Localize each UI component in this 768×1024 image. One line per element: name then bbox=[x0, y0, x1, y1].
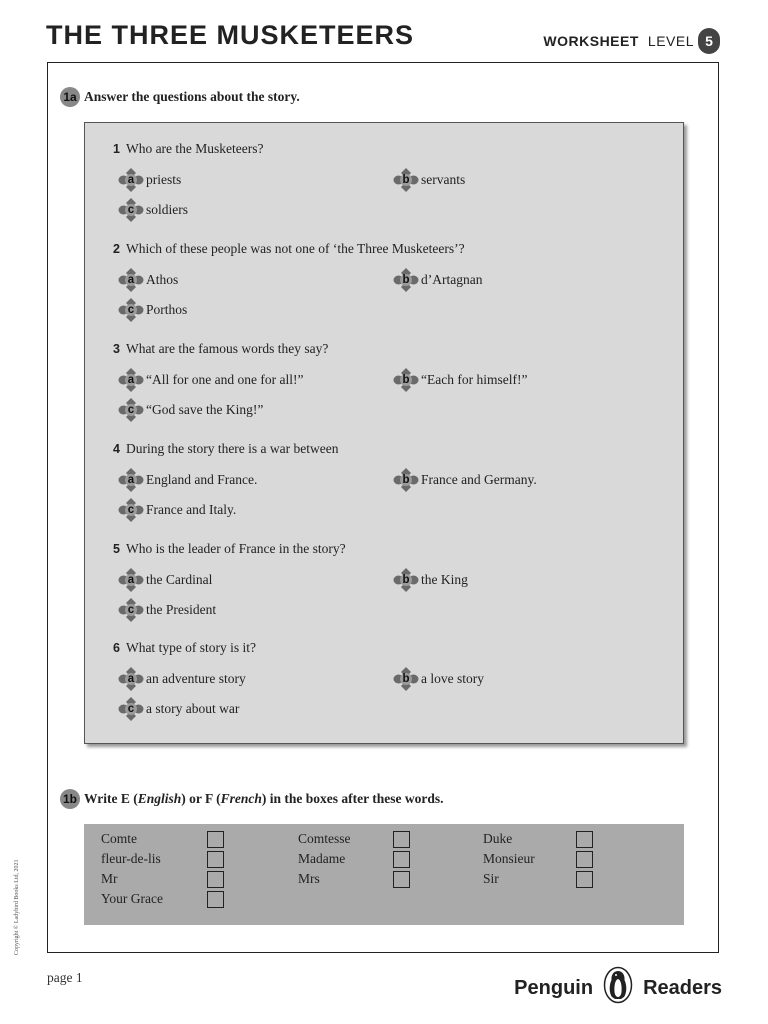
option-letter: c bbox=[127, 604, 135, 616]
option-letter: b bbox=[402, 174, 410, 186]
fleur-de-lis-icon bbox=[393, 167, 419, 193]
answer-box[interactable] bbox=[393, 871, 410, 888]
option-a[interactable] bbox=[118, 666, 246, 692]
fleur-de-lis-icon bbox=[118, 167, 144, 193]
question-number: 3 bbox=[113, 342, 120, 356]
worksheet-title: THE THREE MUSKETEERS bbox=[46, 20, 415, 50]
option-text: the Cardinal bbox=[146, 572, 213, 587]
option-letter: a bbox=[127, 274, 135, 286]
option-letter: c bbox=[127, 304, 135, 316]
answer-box[interactable] bbox=[576, 851, 593, 868]
word-label: Comtesse bbox=[298, 831, 351, 846]
publisher-logo bbox=[514, 966, 722, 1010]
option-c[interactable] bbox=[118, 297, 187, 323]
option-letter: b bbox=[402, 474, 410, 486]
option-text: the King bbox=[421, 572, 468, 587]
option-b[interactable] bbox=[393, 167, 465, 193]
fleur-de-lis-icon bbox=[393, 367, 419, 393]
option-b[interactable] bbox=[393, 666, 484, 692]
copyright-note: Copyright © Ladybird Books Ltd, 2021 bbox=[14, 859, 20, 955]
option-letter: c bbox=[127, 404, 135, 416]
fleur-de-lis-icon bbox=[118, 367, 144, 393]
option-letter: c bbox=[127, 204, 135, 216]
word-label: Sir bbox=[483, 871, 499, 886]
option-text: France and Italy. bbox=[146, 502, 237, 517]
fleur-de-lis-icon bbox=[118, 666, 144, 692]
option-text: a love story bbox=[421, 671, 484, 686]
page-number: page 1 bbox=[47, 970, 83, 985]
option-letter: a bbox=[127, 574, 135, 586]
option-text: “Each for himself!” bbox=[421, 372, 528, 387]
answer-box[interactable] bbox=[207, 851, 224, 868]
option-text: an adventure story bbox=[146, 671, 246, 686]
option-a[interactable] bbox=[118, 567, 212, 593]
answer-box[interactable] bbox=[207, 871, 224, 888]
answer-box[interactable] bbox=[393, 831, 410, 848]
fleur-de-lis-icon bbox=[118, 197, 144, 223]
task-number-badge: 1a bbox=[60, 87, 80, 107]
option-a[interactable] bbox=[118, 367, 303, 393]
task-instruction: Answer the questions about the story. bbox=[84, 89, 300, 104]
option-text: France and Germany. bbox=[421, 472, 537, 487]
option-text: priests bbox=[146, 172, 182, 187]
option-text: England and France. bbox=[146, 472, 258, 487]
question-5 bbox=[113, 541, 346, 557]
question-1 bbox=[113, 141, 264, 157]
option-letter: c bbox=[127, 504, 135, 516]
word-panel bbox=[84, 824, 684, 925]
question-text: Who are the Musketeers? bbox=[125, 141, 264, 156]
question-number: 6 bbox=[113, 641, 120, 655]
option-b[interactable] bbox=[393, 267, 482, 293]
level-indicator bbox=[543, 28, 720, 54]
question-text: During the story there is a war between bbox=[125, 441, 339, 456]
option-a[interactable] bbox=[118, 267, 178, 293]
question-4 bbox=[113, 441, 339, 457]
option-letter: a bbox=[127, 174, 135, 186]
answer-box[interactable] bbox=[207, 831, 224, 848]
fleur-de-lis-icon bbox=[393, 467, 419, 493]
fleur-de-lis-icon bbox=[393, 567, 419, 593]
question-number: 1 bbox=[113, 142, 120, 156]
option-text: d’Artagnan bbox=[421, 272, 483, 287]
question-text: Who is the leader of France in the story? bbox=[125, 541, 346, 556]
task-1b-heading bbox=[60, 789, 444, 809]
word-label: Monsieur bbox=[483, 851, 535, 866]
option-c[interactable] bbox=[118, 397, 263, 423]
level-number-badge: 5 bbox=[698, 28, 720, 54]
fleur-de-lis-icon bbox=[118, 467, 144, 493]
question-number: 2 bbox=[113, 242, 120, 256]
option-letter: b bbox=[402, 574, 410, 586]
option-letter: a bbox=[127, 474, 135, 486]
task-number-badge: 1b bbox=[60, 789, 80, 809]
option-text: Athos bbox=[146, 272, 179, 287]
worksheet-label: WORKSHEET bbox=[543, 33, 639, 49]
level-label: LEVEL bbox=[647, 33, 694, 49]
word-label: Mr bbox=[101, 871, 118, 886]
fleur-de-lis-icon bbox=[118, 497, 144, 523]
answer-box[interactable] bbox=[576, 831, 593, 848]
option-letter: b bbox=[402, 673, 410, 685]
option-a[interactable] bbox=[118, 167, 181, 193]
task-instruction: Write E (English) or F (French) in the boxes after these words. bbox=[84, 791, 444, 806]
option-text: “God save the King!” bbox=[146, 402, 264, 417]
option-text: Porthos bbox=[146, 302, 188, 317]
fleur-de-lis-icon bbox=[118, 597, 144, 623]
option-letter: a bbox=[127, 673, 135, 685]
fleur-de-lis-icon bbox=[118, 397, 144, 423]
fleur-de-lis-icon bbox=[118, 297, 144, 323]
answer-box[interactable] bbox=[576, 871, 593, 888]
option-letter: b bbox=[402, 274, 410, 286]
brand-left-text: Penguin bbox=[514, 976, 594, 999]
option-b[interactable] bbox=[393, 367, 527, 393]
question-text: What are the famous words they say? bbox=[125, 341, 329, 356]
option-b[interactable] bbox=[393, 567, 468, 593]
word-label: Your Grace bbox=[101, 891, 163, 906]
word-label: Duke bbox=[483, 831, 513, 846]
question-2 bbox=[113, 241, 465, 257]
word-label: fleur-de-lis bbox=[101, 851, 161, 866]
fleur-de-lis-icon bbox=[118, 267, 144, 293]
question-6 bbox=[113, 640, 256, 656]
option-letter: a bbox=[127, 374, 135, 386]
task-1a-heading bbox=[60, 87, 300, 107]
fleur-de-lis-icon bbox=[118, 696, 144, 722]
question-3 bbox=[113, 341, 328, 357]
question-number: 4 bbox=[113, 442, 120, 456]
brand-right-text: Readers bbox=[643, 976, 722, 999]
penguin-icon bbox=[603, 966, 633, 1010]
answer-box[interactable] bbox=[207, 891, 224, 908]
option-c[interactable] bbox=[118, 597, 216, 623]
question-text: Which of these people was not one of ‘the Three Musketeers’? bbox=[125, 241, 465, 256]
word-label: Comte bbox=[101, 831, 137, 846]
option-text: soldiers bbox=[146, 202, 188, 217]
option-a[interactable] bbox=[118, 467, 257, 493]
option-c[interactable] bbox=[118, 696, 239, 722]
option-text: “All for one and one for all!” bbox=[146, 372, 304, 387]
question-number: 5 bbox=[113, 542, 120, 556]
option-text: a story about war bbox=[146, 701, 240, 716]
fleur-de-lis-icon bbox=[393, 267, 419, 293]
fleur-de-lis-icon bbox=[118, 567, 144, 593]
fleur-de-lis-icon bbox=[393, 666, 419, 692]
option-letter: c bbox=[127, 703, 135, 715]
option-b[interactable] bbox=[393, 467, 537, 493]
option-c[interactable] bbox=[118, 497, 236, 523]
word-label: Mrs bbox=[298, 871, 320, 886]
question-text: What type of story is it? bbox=[125, 640, 257, 655]
option-c[interactable] bbox=[118, 197, 188, 223]
option-text: servants bbox=[421, 172, 466, 187]
option-letter: b bbox=[402, 374, 410, 386]
option-text: the President bbox=[146, 602, 217, 617]
word-label: Madame bbox=[298, 851, 346, 866]
answer-box[interactable] bbox=[393, 851, 410, 868]
